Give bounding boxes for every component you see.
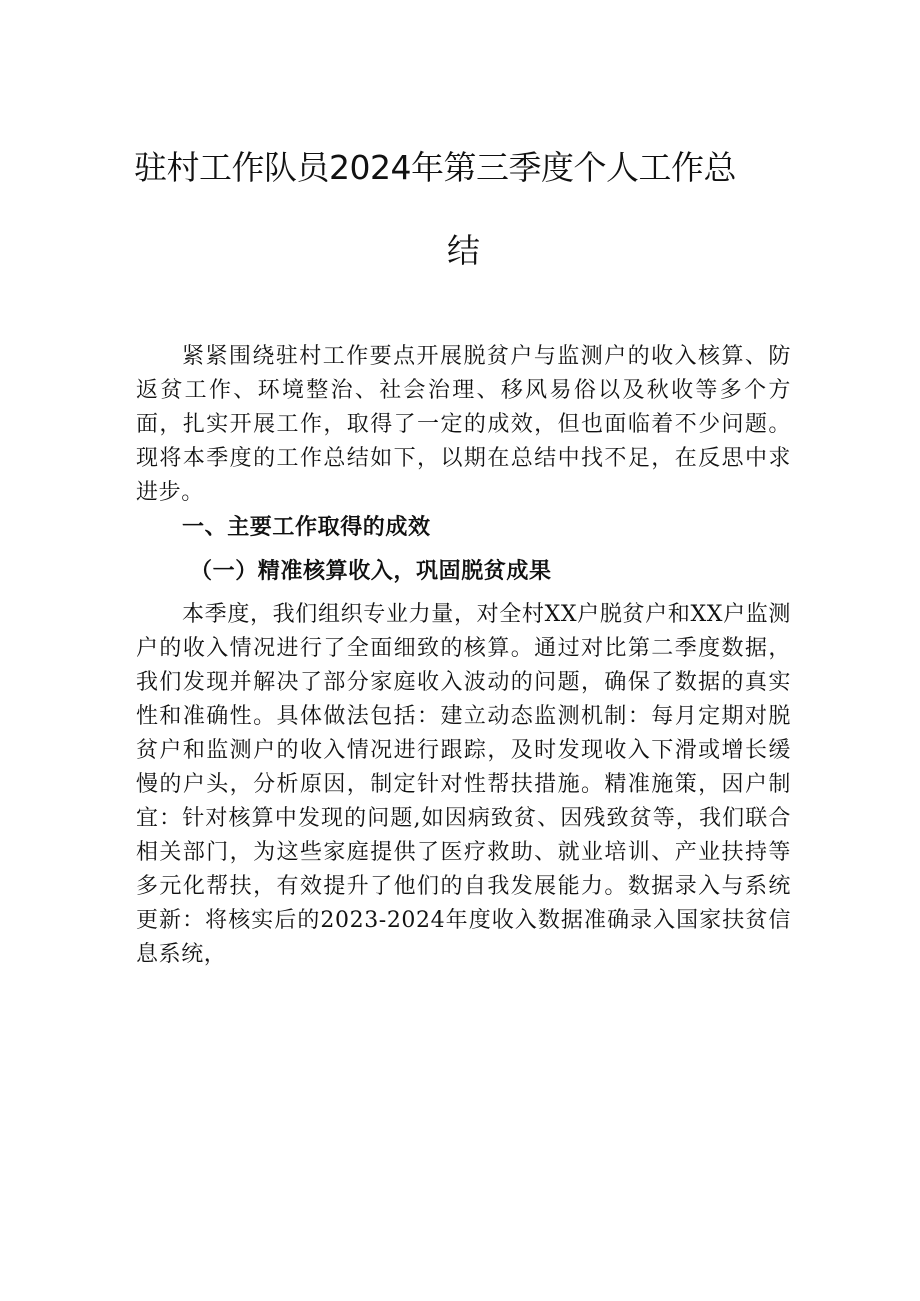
- document-title-line-1: 驻村工作队员2024年第三季度个人工作总: [134, 148, 736, 187]
- section-heading: 一、主要工作取得的成效: [182, 514, 431, 540]
- document-title-line-2: 结: [447, 231, 480, 270]
- intro-paragraph: 紧紧围绕驻村工作要点开展脱贫户与监测户的收入核算、防返贫工作、环境整治、社会治理、移风易俗以及秋收等多个方面，扎实开展工作，取得了一定的成效，但也面临着不少问题。现将本季度的工作总结如下，以期在总结中找不足，在反思中求进步。: [136, 344, 791, 505]
- subsection-heading: （一）精准核算收入，巩固脱贫成果: [190, 558, 552, 584]
- detail-paragraph: 本季度，我们组织专业力量，对全村XX户脱贫户和XX户监测户的收入情况进行了全面细致的核算。通过对比第二季度数据，我们发现并解决了部分家庭收入波动的问题，确保了数据的真实性和准确性。具体做法包括：建立动态监测机制：每月定期对脱贫户和监测户的收入情况进行跟踪，及时发现收入下滑或增长缓慢的户头，分析原因，制定针对性帮扶措施。精准施策，因户制宜：针对核算中发现的问题,如因病致贫、因残致贫等，我们联合相关部门，为这些家庭提供了医疗救助、就业培训、产业扶持等多元化帮扶，有效提升了他们的自我发展能力。数据录入与系统更新：将核实后的2023-2024年度收入数据准确录入国家扶贫信息系统，: [136, 602, 791, 967]
